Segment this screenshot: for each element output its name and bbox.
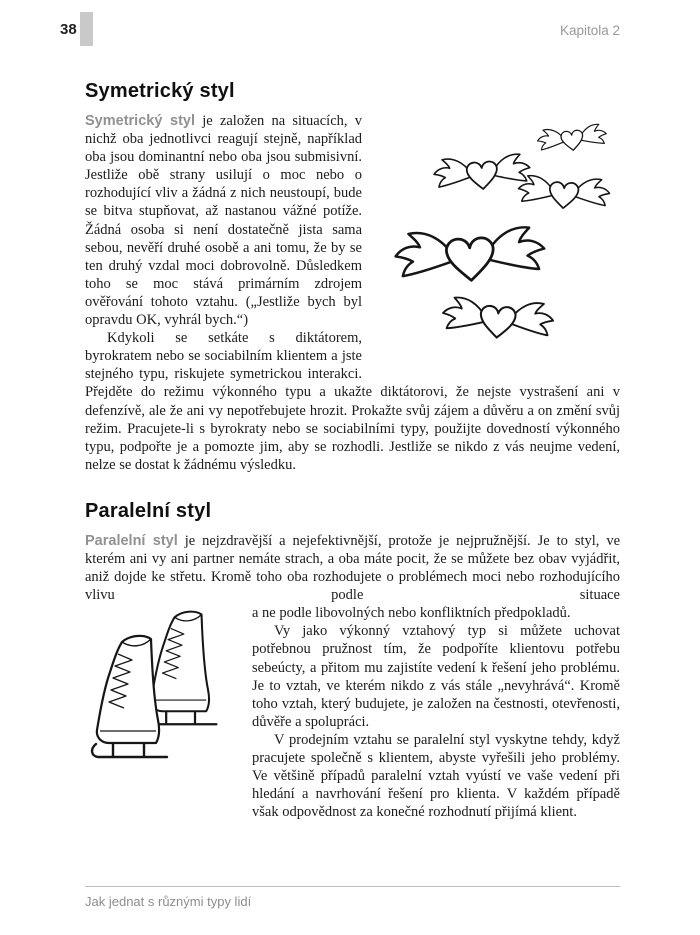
page-body: [85, 54, 620, 821]
paragraph-lead: Symetrický styl: [85, 113, 196, 129]
page-footer: [85, 886, 620, 909]
winged-hearts-figure: [376, 112, 620, 380]
paragraph: [85, 532, 620, 604]
paragraph: Vy jako výkonný vztahový typ si můžete uchovat potřebnou pružnost tím, že podpoříte klientovu potřebu sebeúcty, a přitom mu zajistíte vedení k řešení jeho problému. Je to vztah, ve kterém nikdo z vás stále „nevyhrává“. Kromě toho vztah, který budujete, je založen na čestnosti, otevřenosti, důvěře a spolupráci.: [252, 623, 620, 730]
paragraph: [85, 604, 620, 622]
section-heading: Paralelní styl: [85, 499, 212, 522]
section-parallel-style: [85, 500, 620, 822]
winged-hearts-illustration: [376, 112, 620, 380]
footer-text: Jak jednat s různými typy lidí: [85, 894, 252, 909]
section-symmetric-style: [85, 80, 620, 474]
paragraph-lead: Paralelní styl: [85, 532, 178, 549]
paragraph: Kdykoli se setkáte s diktátorem, byrokratem nebo se sociabilním klientem a jste stejného typu, riskujete symetrickou interakci. Přejděte do režimu výkonného typu a ukažte diktátorovi, že nejste vystrašení ani v defenzívě, ale že ani vy nepotřebujete hrozit. Prokažte svůj zájem a důvěru a on změní svůj režim. Pracujete-li s byrokraty nebo se sociabilními typy, použijte dovedností výkonného typu, podpořte je a pomozte jim, aby se rozhodli. Jestliže se nikdo z vás neujme vedení, nelze se dostat k žádnému výsledku.: [85, 330, 620, 473]
ice-skates-illustration: [85, 604, 240, 816]
chapter-label: Kapitola 2: [559, 23, 620, 38]
ice-skates-figure: [85, 604, 240, 816]
chapter-marker-bar: [80, 12, 93, 46]
section-heading: Symetrický styl: [85, 80, 235, 102]
paragraph: [85, 112, 620, 329]
paragraph-text: a ne podle libovolných nebo konfliktních předpokladů.: [252, 605, 571, 622]
paragraph-text: je založen na situacích, v nichž oba jednotlivci reagují stejně, například oba jsou dominantní nebo oba jsou submisivní. Jestliže obě strany usilují o moc nebo o rozhodující vliv a žádná z nich neustoupí, bude se bitva stupňovat, až nastanou vážné potíže. Žádná osoba si není dostatečně jista sama sebou, nevěří druhé osobě a ani tomu, že by se ten druhý vzdal moci dobrovolně. Důsledkem toho se moc stává primárním zdrojem ověřování tohoto vztahu. („Jestliže bych byl opravdu OK, vyhrál bych.“): [85, 113, 362, 329]
paragraph-text: je nejzdravější a nejefektivnější, protože je nejpružnější. Je to styl, ve kterém ani vy ani partner nemáte strach, a oba máte pocit, že se můžete bez obav vyjádřit, aniž dojde ke střetu. Kromě toho oba rozhodujete o problémech moci nebo rozhodujícího vlivu podle situace: [85, 532, 621, 604]
paragraph: V prodejním vztahu se paralelní styl vyskytne tehdy, když pracujete společně s klientem, abyste vyřešili jeho problémy. Ve většině případů paralelní vztah vyústí ve vaše vedení při hledání a navrhování řešení pro klienta. V každém případě však odpovědnost za konečné rozhodnutí přijímá klient.: [252, 731, 620, 821]
page-number: 38: [60, 21, 77, 38]
